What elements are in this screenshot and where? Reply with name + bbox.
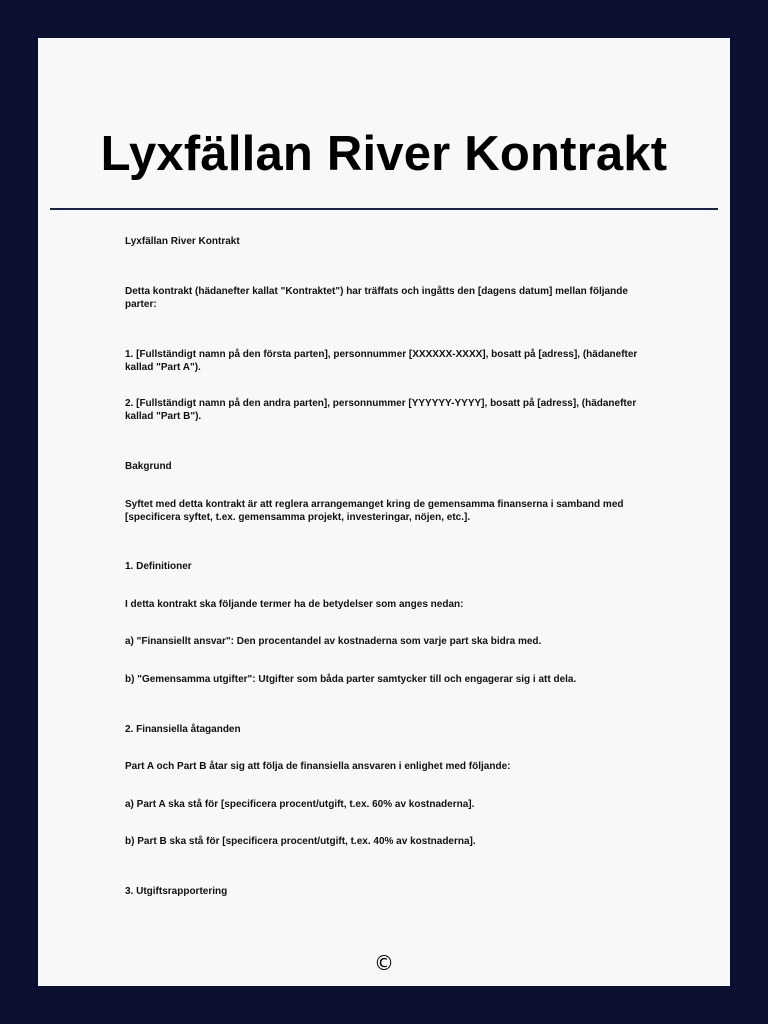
copyright-icon: ©	[374, 951, 394, 975]
definitions-heading: 1. Definitioner	[125, 561, 192, 572]
party-b-paragraph: 2. [Fullständigt namn på den andra parten], personnummer [YYYYYY-YYYY], bosatt på [adress], (hädanefter kallad "Part B").	[125, 398, 637, 422]
definition-b: b) "Gemensamma utgifter": Utgifter som båda parter samtycker till och engagerar sig i att dela.	[125, 674, 577, 685]
contract-heading: Lyxfällan River Kontrakt	[125, 236, 240, 247]
financial-commitments-intro: Part A och Part B åtar sig att följa de finansiella ansvaren i enlighet med följande:	[125, 761, 511, 772]
expense-reporting-heading: 3. Utgiftsrapportering	[125, 886, 228, 897]
background-heading: Bakgrund	[125, 461, 172, 472]
party-a-paragraph: 1. [Fullständigt namn på den första parten], personnummer [XXXXXX-XXXX], bosatt på [adress], (hädanefter kallad "Part A").	[125, 349, 638, 373]
title-divider	[50, 208, 718, 210]
document-page	[38, 38, 730, 986]
commitment-b: b) Part B ska stå för [specificera procent/utgift, t.ex. 40% av kostnaderna].	[125, 836, 476, 847]
definition-a: a) "Finansiellt ansvar": Den procentandel av kostnaderna som varje part ska bidra med.	[125, 636, 542, 647]
background-paragraph: Syftet med detta kontrakt är att reglera arrangemanget kring de gemensamma finanserna i samband med [specificera syftet, t.ex. gemensamma projekt, investeringar, nöjen, etc.].	[125, 499, 624, 523]
intro-paragraph: Detta kontrakt (hädanefter kallat "Kontraktet") har träffats och ingåtts den [dagens datum] mellan följande parter:	[125, 286, 628, 310]
document-title: Lyxfällan River Kontrakt	[100, 127, 668, 181]
definitions-intro: I detta kontrakt ska följande termer ha de betydelser som anges nedan:	[125, 599, 464, 610]
financial-commitments-heading: 2. Finansiella åtaganden	[125, 724, 241, 735]
commitment-a: a) Part A ska stå för [specificera procent/utgift, t.ex. 60% av kostnaderna].	[125, 799, 475, 810]
